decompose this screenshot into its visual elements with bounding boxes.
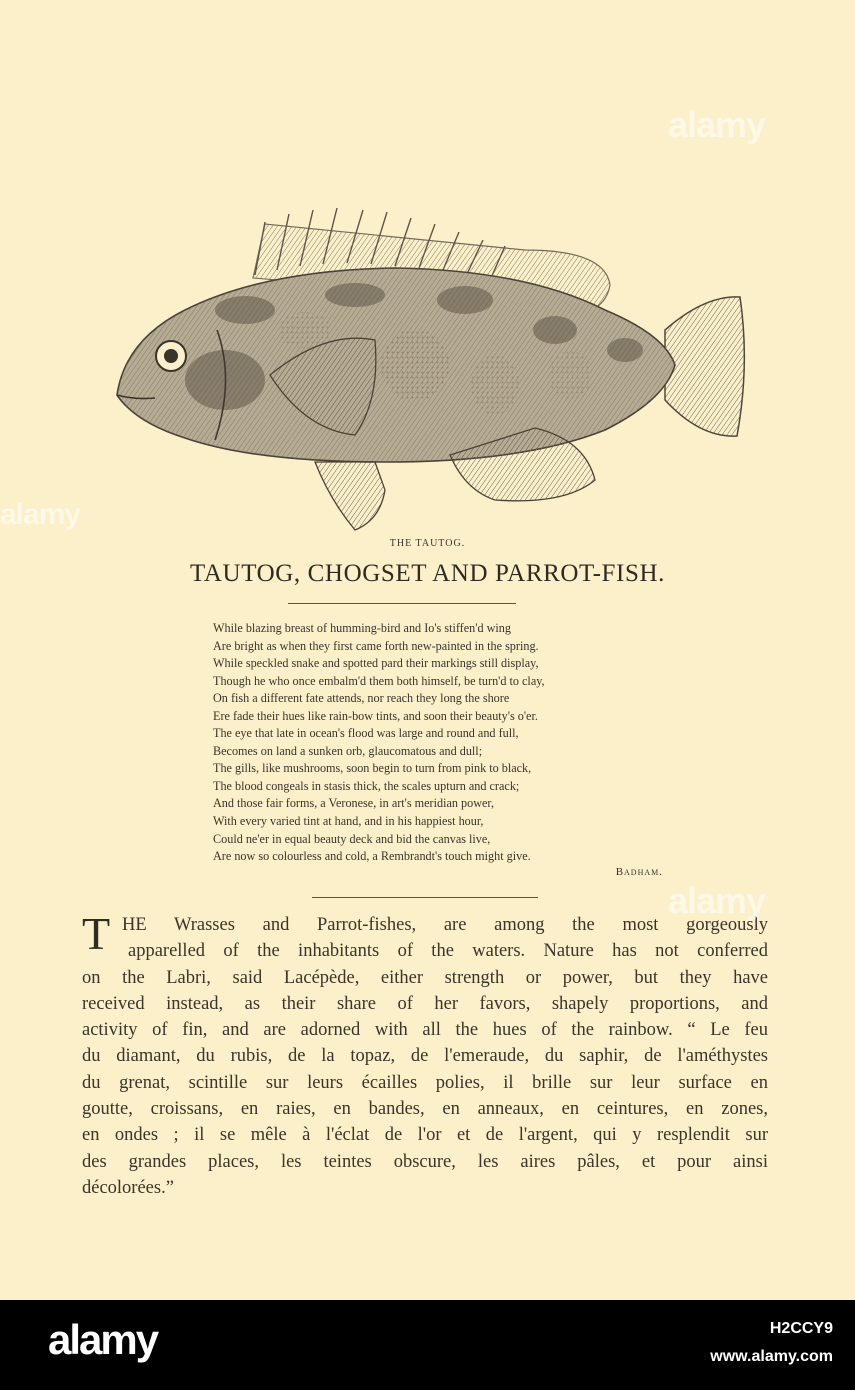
site-url: www.alamy.com [710, 1348, 833, 1365]
tautog-illustration [105, 200, 755, 540]
drop-cap: T [82, 908, 111, 959]
paragraph-line: activity of fin, and are adorned with all the hues of the rainbow. “ Le feu [82, 1020, 768, 1041]
poem-line: The eye that late in ocean's flood was large and round and full, [213, 726, 519, 741]
poem-line: While blazing breast of humming-bird and Io's stiffen'd wing [213, 621, 511, 635]
watermark-logo: alamy [0, 498, 81, 531]
paragraph-line: en ondes ; il se mêle à l'éclat de l'or et de l'argent, qui y resplendit sur [82, 1125, 768, 1146]
paragraph-line: received instead, as their share of her favors, shapely proportions, and [82, 993, 768, 1014]
poem-line: The blood congeals in stasis thick, the scales upturn and crack; [213, 778, 520, 793]
paragraph-line: du diamant, du rubis, de la topaz, de l'emeraude, du saphir, de l'améthystes [82, 1046, 768, 1067]
poem-line: While speckled snake and spotted pard their markings still display, [213, 656, 539, 671]
paragraph-line: on the Labri, said Lacépède, either strength or power, but they have [82, 967, 768, 988]
paragraph-line: goutte, croissans, en raies, en bandes, en anneaux, en ceintures, en zones, [82, 1099, 768, 1120]
illustration-caption: THE TAUTOG. [389, 538, 466, 549]
watermark-logo: alamy [668, 104, 766, 145]
chapter-title: TAUTOG, CHOGSET AND PARROT-FISH. [190, 560, 665, 587]
poem-line: On fish a different fate attends, nor reach they long the shore [213, 691, 510, 706]
section-divider [312, 897, 538, 898]
alamy-logo: alamy [48, 1316, 158, 1363]
poem-line: Could ne'er in equal beauty deck and bid the canvas live, [213, 831, 491, 846]
paragraph-line: HE Wrasses and Parrot-fishes, are among the most gorgeously [122, 915, 768, 935]
epigraph-poem [213, 620, 673, 878]
fish-icon [105, 200, 755, 540]
title-divider [288, 603, 516, 604]
poem-line: And those fair forms, a Veronese, in art's meridian power, [213, 796, 495, 811]
paragraph-line: du grenat, scintille sur leurs écailles polies, il brille sur leur surface en [82, 1072, 768, 1093]
poem-line: Becomes on land a sunken orb, glaucomatous and dull; [213, 743, 483, 758]
poem-line: Are bright as when they first came forth new-painted in the spring. [213, 638, 539, 653]
paragraph-line: des grandes places, les teintes obscure, les aires pâles, et pour ainsi [82, 1151, 768, 1172]
stock-footer-bar [0, 1300, 855, 1390]
body-paragraph [82, 908, 768, 1201]
poem-line: With every varied tint at hand, and in his happiest hour, [213, 814, 484, 829]
poem-line: Though he who once embalm'd them both himself, be turn'd to clay, [213, 673, 545, 688]
image-id: H2CCY9 [769, 1320, 833, 1337]
watermark-logo: alamy [668, 880, 766, 921]
poem-line: The gills, like mushrooms, soon begin to turn from pink to black, [213, 761, 532, 776]
poem-line: Ere fade their hues like rain-bow tints, and soon their beauty's o'er. [213, 708, 538, 723]
paragraph-line: apparelled of the inhabitants of the waters. Nature has not conferred [128, 941, 768, 962]
paragraph-line: décolorées.” [82, 1177, 174, 1198]
poem-attribution: Badham. [615, 866, 663, 878]
poem-line: Are now so colourless and cold, a Rembrandt's touch might give. [213, 849, 531, 864]
